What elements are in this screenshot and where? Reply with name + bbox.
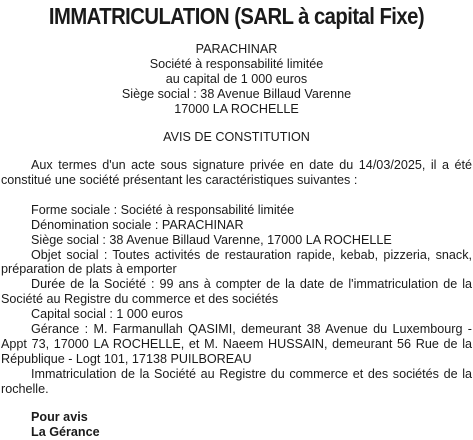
notice-body [1, 158, 472, 397]
paragraph-objet-social: Objet social : Toutes activités de restauration rapide, kebab, pizzeria, snack, préparation de plats à emporter [1, 247, 472, 277]
paragraph-forme-sociale: Forme sociale : Société à responsabilité limitée [31, 202, 295, 217]
company-header [1, 42, 472, 117]
paragraph-immatriculation: Immatriculation de la Société au Registre du commerce et des sociétés de la rochelle. [1, 366, 472, 396]
company-name: PARACHINAR [195, 42, 278, 56]
paragraph-denomination: Dénomination sociale : PARACHINAR [31, 217, 244, 232]
company-address: Siège social : 38 Avenue Billaud Varenne [121, 87, 352, 101]
signature-pour-avis: Pour avis [31, 409, 88, 424]
paragraph-duree: Durée de la Société : 99 ans à compter de la date de l'immatriculation de la Société au Registre du commerce et des sociétés [1, 277, 472, 307]
signature-gerance: La Gérance [31, 424, 100, 439]
paragraph-gerance: Gérance : M. Farmanullah QASIMI, demeurant 38 Avenue du Luxembourg - Appt 73, 17000 LA ROCHELLE, et M. Naeem HUSSAIN, demeurant 56 Rue de la République - Logt 101, 17138 PUILBOREAU [1, 322, 472, 366]
company-city: 17000 LA ROCHELLE [174, 102, 299, 116]
paragraph-siege-social: Siège social : 38 Avenue Billaud Varenne, 17000 LA ROCHELLE [31, 232, 392, 247]
notice-title: IMMATRICULATION (SARL à capital Fixe) [48, 3, 425, 29]
company-form: Société à responsabilité limitée [149, 57, 324, 71]
paragraph-capital: Capital social : 1 000 euros [31, 307, 183, 322]
intro-paragraph: Aux termes d'un acte sous signature privée en date du 14/03/2025, il a été constitué une société présentant les caractéristiques suivantes : [1, 158, 472, 187]
company-capital: au capital de 1 000 euros [165, 72, 308, 86]
section-title: AVIS DE CONSTITUTION [163, 130, 310, 144]
signature-block [1, 410, 472, 440]
